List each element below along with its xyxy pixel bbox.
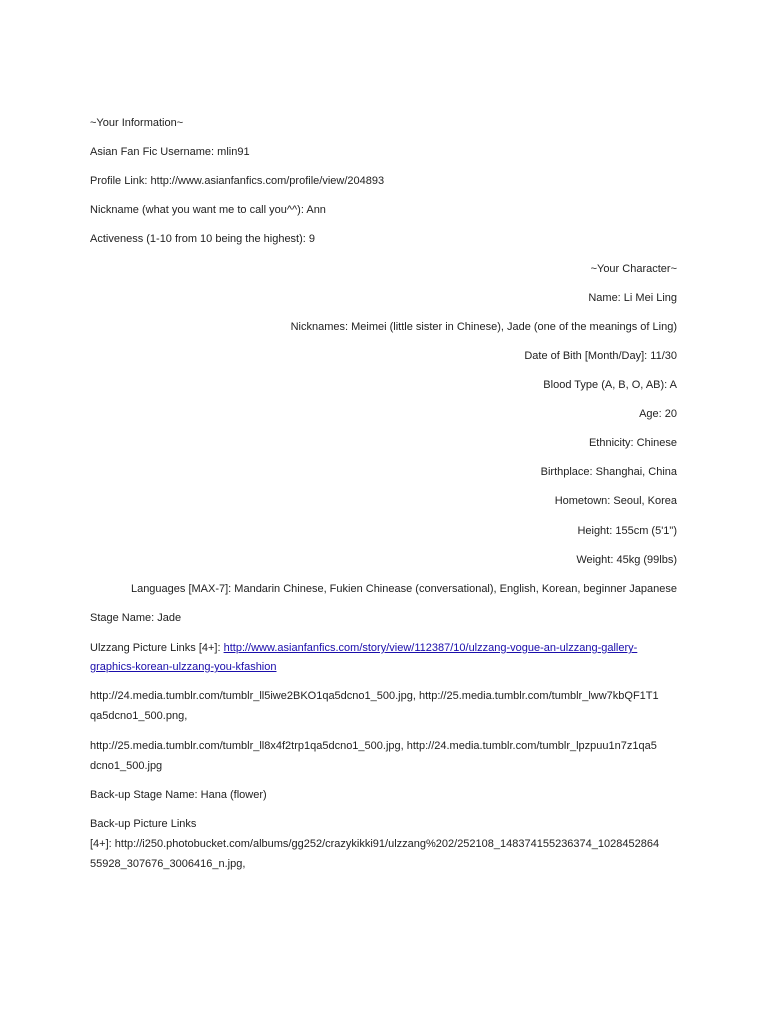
ulzzang-links-line <box>90 641 637 655</box>
stage-name-line: Stage Name: Jade <box>90 612 182 624</box>
tumblr-links-line-2: http://25.media.tumblr.com/tumblr_ll8x4f2trp1qa5dcno1_500.jpg, http://24.media.tumblr.com/tumblr_lpzpuu1n7z1qa5 <box>90 740 657 752</box>
info-heading: ~Your Information~ <box>90 117 184 129</box>
tumblr-links-line-1: http://24.media.tumblr.com/tumblr_ll5iwe2BKO1qa5dcno1_500.jpg, http://25.media.tumblr.com/tumblr_lww7kbQF1T1 <box>90 690 659 702</box>
backup-picture-links-label: Back-up Picture Links <box>90 818 197 830</box>
hometown-line: Hometown: Seoul, Korea <box>554 495 677 507</box>
backup-stage-name-line: Back-up Stage Name: Hana (flower) <box>90 789 267 801</box>
weight-line: Weight: 45kg (99lbs) <box>576 554 677 566</box>
nicknames-line: Nicknames: Meimei (little sister in Chinese), Jade (one of the meanings of Ling) <box>290 321 677 333</box>
birthplace-line: Birthplace: Shanghai, China <box>540 466 677 478</box>
backup-picture-links-line-1: [4+]: http://i250.photobucket.com/albums/gg252/crazykikki91/ulzzang%202/252108_148374155236374_1028452864 <box>90 838 660 850</box>
activeness-line: Activeness (1-10 from 10 being the highest): 9 <box>90 233 316 245</box>
character-heading: ~Your Character~ <box>590 263 677 275</box>
nickname-line: Nickname (what you want me to call you^^): Ann <box>90 204 326 216</box>
age-line: Age: 20 <box>639 408 677 420</box>
height-line: Height: 155cm (5'1") <box>577 525 677 537</box>
dob-line: Date of Bith [Month/Day]: 11/30 <box>524 350 677 362</box>
backup-picture-links-line-2: 55928_307676_3006416_n.jpg, <box>90 858 246 870</box>
ulzzang-gallery-link-continued[interactable]: graphics-korean-ulzzang-you-kfashion <box>90 661 277 673</box>
blood-type-line: Blood Type (A, B, O, AB): A <box>543 379 677 391</box>
ethnicity-line: Ethnicity: Chinese <box>588 437 677 449</box>
ulzzang-links-label: Ulzzang Picture Links [4+]: <box>90 642 224 654</box>
tumblr-links-line-2-continued: dcno1_500.jpg <box>90 760 163 772</box>
profile-link-line: Profile Link: http://www.asianfanfics.com/profile/view/204893 <box>90 175 385 187</box>
ulzzang-links-line-2 <box>90 660 276 674</box>
username-line: Asian Fan Fic Username: mlin91 <box>90 146 250 158</box>
tumblr-links-line-1-continued: qa5dcno1_500.png, <box>90 710 188 722</box>
languages-line: Languages [MAX-7]: Mandarin Chinese, Fukien Chinease (conversational), English, Korean, beginner Japanese <box>130 583 677 595</box>
name-line: Name: Li Mei Ling <box>588 292 677 304</box>
ulzzang-gallery-link[interactable]: http://www.asianfanfics.com/story/view/112387/10/ulzzang-vogue-an-ulzzang-gallery- <box>223 642 638 654</box>
